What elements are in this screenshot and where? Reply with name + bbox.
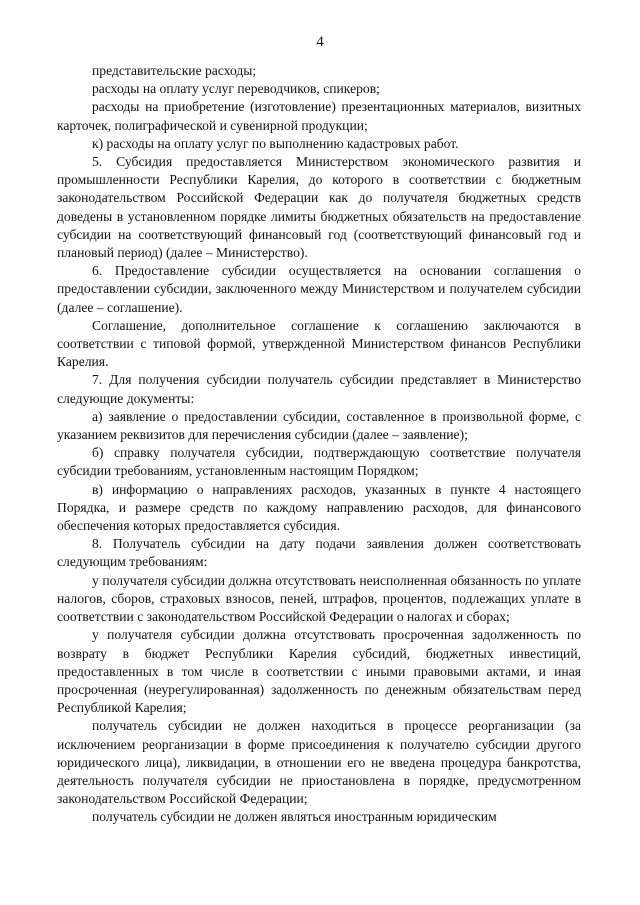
paragraph: у получателя субсидии должна отсутствовать неисполненная обязанность по уплате налогов, сборов, страховых взносов, пеней, штрафов, процентов, подлежащих уплате в соответствии с законодательством Российской Федерации о налогах и сборах; xyxy=(57,572,581,625)
paragraph: 7. Для получения субсидии получатель субсидии представляет в Министерство следующие документы: xyxy=(57,372,581,406)
paragraph: б) справку получателя субсидии, подтверждающую соответствие получателя субсидии требованиям, установленным настоящим Порядком; xyxy=(57,445,581,479)
paragraph: к) расходы на оплату услуг по выполнению кадастровых работ. xyxy=(92,135,459,151)
paragraph: получатель субсидии не должен находиться в процессе реорганизации (за исключением реорганизации в форме присоединения к получателю субсидии другого юридического лица), ликвидации, в отношении его не введена процедура банкротства, деятельность получателя субсидии не приостановлена в порядке, предусмотренном законодательством Российской Федерации; xyxy=(57,718,581,807)
paragraph: а) заявление о предоставлении субсидии, составленное в произвольной форме, с указанием реквизитов для перечисления субсидии (далее – заявление); xyxy=(57,408,581,443)
paragraph: 8. Получатель субсидии на дату подачи заявления должен соответствовать следующим требованиям: xyxy=(57,536,581,570)
paragraph: расходы на приобретение (изготовление) презентационных материалов, визитных карточек, полиграфической и сувенирной продукции; xyxy=(57,99,581,133)
paragraph: 5. Субсидия предоставляется Министерством экономического развития и промышленности Республики Карелия, до которого в соответствии с бюджетным законодательством Российской Федерации как до получателя бюджетных средств доведены в установленном порядке лимиты бюджетных обязательств на предоставление субсидии на соответствующий финансовый год (соответствующий финансовый год и плановый период) (далее – Министерство). xyxy=(57,154,581,261)
document-body xyxy=(57,62,581,827)
paragraph: у получателя субсидии должна отсутствовать просроченная задолженность по возврату в бюджет Республики Карелия субсидий, бюджетных инвестиций, предоставленных в том числе в соответствии с иными правовыми актами, и иная просроченная (неурегулированная) задолженность по денежным обязательствам перед Республикой Карелия; xyxy=(57,627,581,716)
page-number: 4 xyxy=(316,34,324,50)
paragraph: 6. Предоставление субсидии осуществляется на основании соглашения о предоставлении субсидии, заключенного между Министерством и получателем субсидии (далее – соглашение). xyxy=(57,263,581,315)
paragraph: получатель субсидии не должен являться иностранным юридическим xyxy=(92,809,497,825)
paragraph: представительские расходы; xyxy=(92,63,257,78)
paragraph: расходы на оплату услуг переводчиков, спикеров; xyxy=(92,81,380,97)
paragraph: Соглашение, дополнительное соглашение к соглашению заключаются в соответствии с типовой формой, утвержденной Министерством финансов Республики Карелия. xyxy=(57,317,581,370)
paragraph: в) информацию о направлениях расходов, указанных в пункте 4 настоящего Порядка, и размере средств по каждому направлению расходов, для финансового обеспечения которых предоставляется субсидия. xyxy=(57,481,581,534)
